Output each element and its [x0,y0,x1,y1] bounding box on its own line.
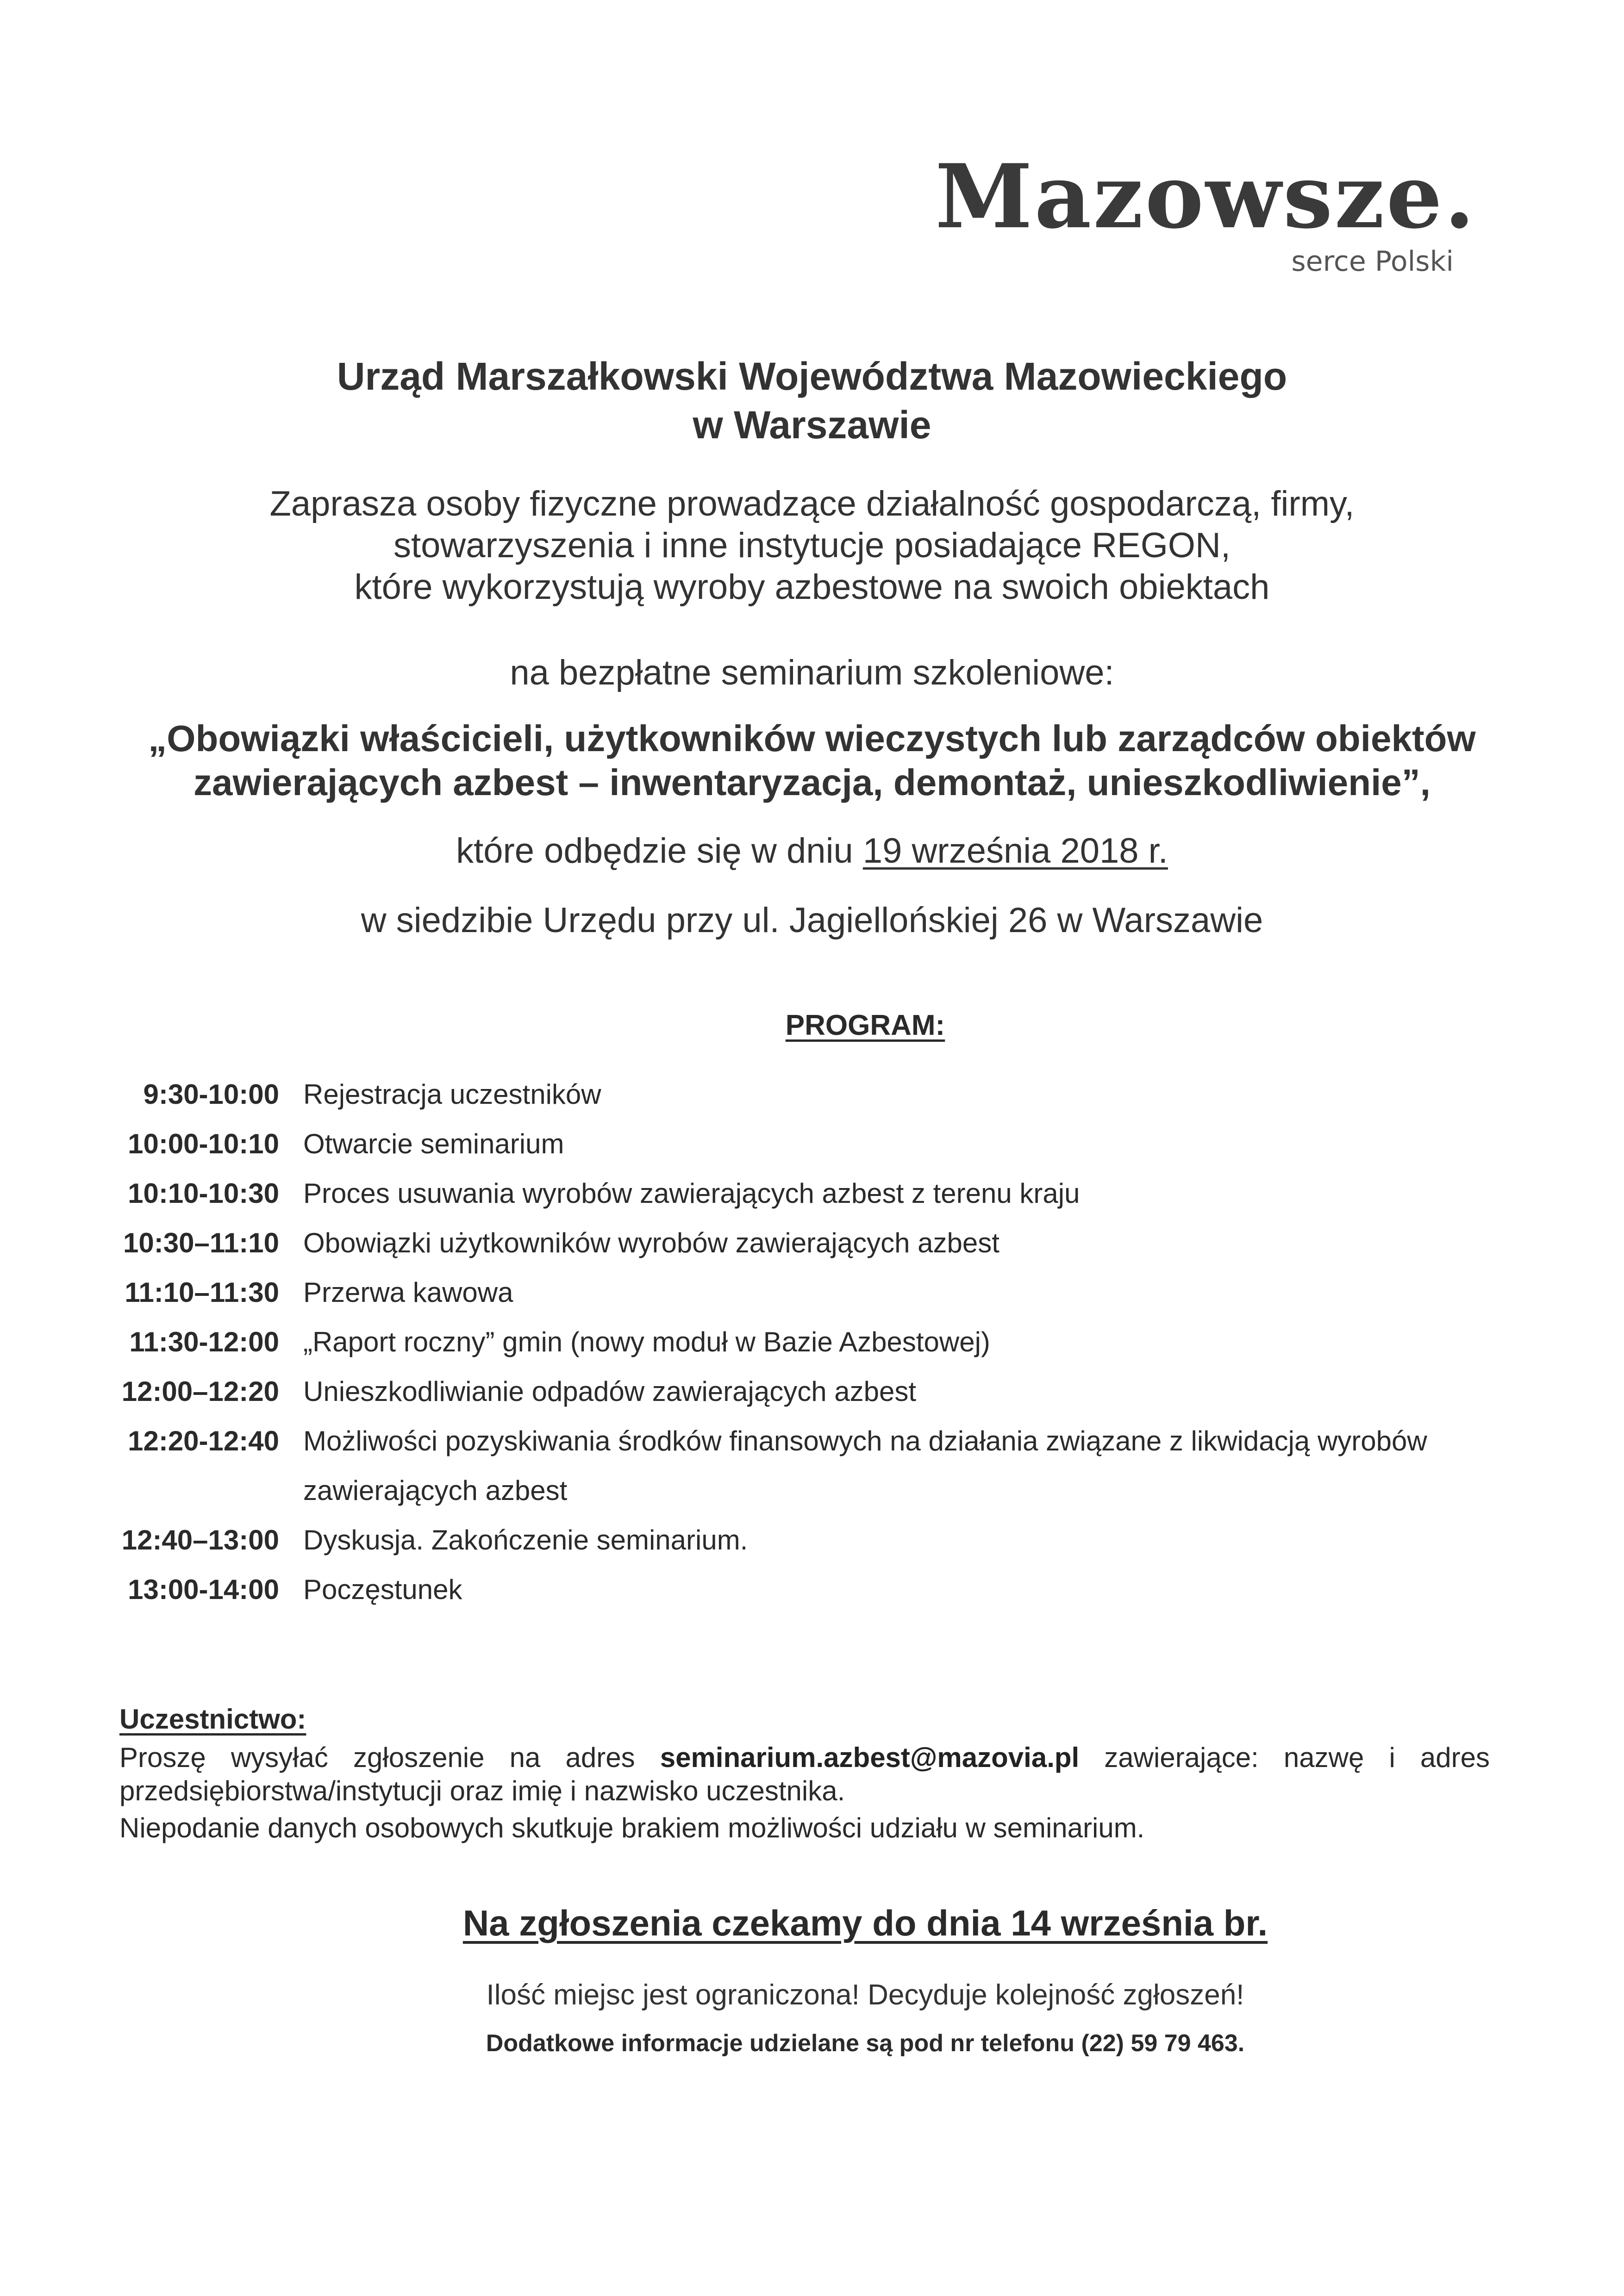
invitation-line-1: Zaprasza osoby fizyczne prowadzące działalność gospodarczą, firmy, [269,484,1355,523]
program-desc: Poczęstunek [303,1574,462,1605]
program-time: 11:10–11:30 [125,1277,279,1308]
seminar-location: w siedzibie Urzędu przy ul. Jagiellońskiej 26 w Warszawie [361,901,1263,940]
contact-info: Dodatkowe informacje udzielane są pod nr telefonu (22) 59 79 463. [486,2030,1245,2057]
program-row [0,1227,1624,1264]
program-desc: Rejestracja uczestników [303,1079,601,1110]
program-time: 13:00-14:00 [128,1574,279,1605]
program-time: 12:40–13:00 [121,1524,279,1556]
program-time: 9:30-10:00 [143,1079,279,1110]
program-row [0,1128,1624,1165]
limited-seats-note: Ilość miejsc jest ograniczona! Decyduje kolejność zgłoszeń! [486,1979,1244,2011]
mazowsze-logo [935,145,1481,292]
program-desc: „Raport roczny” gmin (nowy moduł w Bazie Azbestowej) [303,1326,990,1357]
program-desc: Przerwa kawowa [303,1277,513,1308]
seminar-title-line-1: „Obowiązki właścicieli, użytkowników wieczystych lub zarządców obiektów [148,718,1476,759]
participation-email: seminarium.azbest@mazovia.pl [660,1742,1080,1773]
program-time: 10:30–11:10 [123,1227,279,1258]
program-time: 12:00–12:20 [121,1376,279,1407]
program-row [0,1326,1624,1363]
participation-heading: Uczestnictwo: [119,1704,306,1735]
program-desc: Dyskusja. Zakończenie seminarium. [303,1524,748,1556]
office-title-line-1: Urząd Marszałkowski Województwa Mazowieckiego [337,355,1287,398]
program-row [0,1177,1624,1214]
invitation-line-4: na bezpłatne seminarium szkoleniowe: [510,653,1114,692]
seminar-title-line-2: zawierających azbest – inwentaryzacja, demontaż, unieszkodliwienie”, [193,762,1431,803]
program-desc: Otwarcie seminarium [303,1128,564,1159]
program-row [0,1574,1624,1611]
program-time: 10:00-10:10 [128,1128,279,1159]
program-row [0,1425,1624,1462]
participation-text-after: zawierające: nazwę i adres przedsiębiorstwa/instytucji oraz imię i nazwisko uczestnika. [119,1742,1490,1806]
program-row [0,1276,1624,1313]
logo-wordmark: Mazowsze. [935,145,1477,248]
invitation-line-3: które wykorzystują wyroby azbestowe na swoich obiektach [354,567,1270,607]
seminar-date-prefix: które odbędzie się w dniu [456,831,863,871]
registration-deadline: Na zgłoszenia czekamy do dnia 14 września br. [462,1903,1268,1943]
program-desc: Proces usuwania wyrobów zawierających azbest z terenu kraju [303,1178,1080,1209]
program-row [0,1524,1624,1561]
program-desc-continuation: zawierających azbest [303,1475,568,1506]
program-time: 12:20-12:40 [128,1425,279,1456]
program-time: 11:30-12:00 [129,1326,279,1357]
participation-note: Niepodanie danych osobowych skutkuje brakiem możliwości udziału w seminarium. [119,1812,1145,1843]
invitation-line-2: stowarzyszenia i inne instytucje posiadające REGON, [394,526,1230,565]
program-time: 10:10-10:30 [128,1178,279,1209]
program-desc: Unieszkodliwianie odpadów zawierających azbest [303,1376,917,1407]
seminar-date-line [0,831,1624,871]
program-desc: Obowiązki użytkowników wyrobów zawierających azbest [303,1227,999,1258]
office-title-line-2: w Warszawie [693,403,931,447]
program-heading: PROGRAM: [785,1009,945,1041]
seminar-date: 19 września 2018 r. [862,831,1168,871]
participation-text-before: Proszę wysyłać zgłoszenie na adres [119,1742,660,1773]
program-row [0,1375,1624,1412]
program-row [0,1078,1624,1115]
participation-text [119,1741,1490,1808]
logo-tagline: serce Polski [1291,245,1454,278]
program-desc: Możliwości pozyskiwania środków finansowych na działania związane z likwidacją wyrobów [303,1425,1427,1456]
